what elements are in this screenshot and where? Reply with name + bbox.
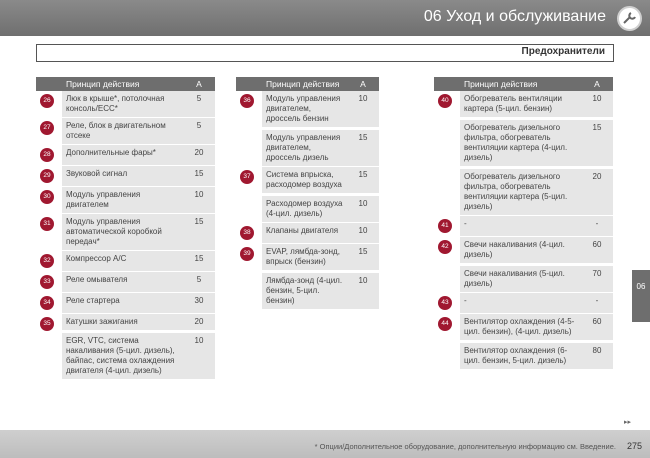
fuse-number-badge: 33 [40,275,54,289]
table-row [36,331,215,380]
fuse-number-cell [236,244,262,310]
fuse-function: Лямбда-зонд (4-цил. бензин, 5-цил. бензин) [262,271,347,310]
fuse-amperage: 10 [347,271,379,310]
fuse-amperage: 10 [347,223,379,244]
fuse-amperage: 10 [347,194,379,223]
table-row [434,91,613,118]
next-page-arrows[interactable]: ▸▸ [624,419,632,426]
table-row [434,237,613,264]
fuse-function: - [460,216,581,237]
table-row [236,91,379,128]
fuse-number-badge: 39 [240,247,254,261]
fuse-number-cell [434,293,460,314]
fuse-amperage: - [581,216,613,237]
footnote: * Опции/Дополнительное оборудование, дополнительную информацию см. Введение. [314,442,616,451]
fuse-function: Вентилятор охлаждения (4-5-цил. бензин), (4-цил. дизель) [460,314,581,341]
fuse-amperage: 5 [183,91,215,118]
fuse-number-cell [36,272,62,293]
fuse-number-badge: 32 [40,254,54,268]
fuse-function: Реле, блок в двигательном отсеке [62,118,183,145]
table-row [434,264,613,293]
fuse-amperage: 60 [581,237,613,264]
fuse-number-cell [236,91,262,167]
fuse-amperage: 10 [581,91,613,118]
fuse-function: Компрессор A/C [62,251,183,272]
fuse-function: Люк в крыше*, потолочная консоль/ECC* [62,91,183,118]
fuse-number-badge: 43 [438,296,452,310]
chapter-title: 06 Уход и обслуживание [423,8,606,25]
fuse-number-cell [236,167,262,223]
fuse-amperage: 15 [581,118,613,167]
fuse-function: Обогреватель вентиляции картера (5-цил. бензин) [460,91,581,118]
fuse-amperage: 80 [581,341,613,370]
table-row [36,251,215,272]
header-num [236,77,262,91]
fuse-function: Модуль управления автоматической коробкой передач* [62,214,183,251]
table-row [434,167,613,216]
fuse-number-badge: 42 [438,240,452,254]
fuse-number-badge: 29 [40,169,54,183]
fuse-number-cell [36,214,62,251]
fuse-amperage: 10 [183,331,215,380]
fuse-function: Реле стартера [62,293,183,314]
fuse-table-3 [434,77,613,370]
fuse-amperage: 5 [183,118,215,145]
fuse-table [36,77,215,380]
fuse-amperage: 10 [347,91,379,128]
fuse-amperage: 60 [581,314,613,341]
fuse-number-cell [36,91,62,118]
fuse-number-badge: 31 [40,217,54,231]
fuse-number-cell [434,237,460,293]
fuse-function: Обогреватель дизельного фильтра, обогреватель вентиляции картера (5-цил. дизель) [460,167,581,216]
fuse-function: Обогреватель дизельного фильтра, обогреватель вентиляции картера (4-цил. дизель) [460,118,581,167]
fuse-number-cell [36,187,62,214]
fuse-table [434,77,613,370]
header-amp: A [347,77,379,91]
fuse-number-badge: 38 [240,226,254,240]
table-row [36,314,215,331]
fuse-number-badge: 30 [40,190,54,204]
fuse-number-cell [36,145,62,166]
fuse-function: Звуковой сигнал [62,166,183,187]
header-name: Принцип действия [262,77,347,91]
fuse-number-cell [434,314,460,370]
page-footer [0,430,650,458]
fuse-number-badge: 28 [40,148,54,162]
fuse-table-1 [36,77,215,380]
fuse-function: Дополнительные фары* [62,145,183,166]
fuse-number-badge: 36 [240,94,254,108]
fuse-function: Катушки зажигания [62,314,183,331]
table-row [236,167,379,194]
fuse-function: Модуль управления двигателем, дроссель дизель [262,128,347,167]
table-row [36,91,215,118]
fuse-amperage: 5 [183,272,215,293]
fuse-number-cell [36,118,62,145]
fuse-number-cell [36,314,62,380]
fuse-number-badge: 27 [40,121,54,135]
fuse-function: EVAP, лямбда-зонд, впрыск (бензин) [262,244,347,271]
fuse-amperage: 15 [183,214,215,251]
fuse-function: Вентилятор охлаждения (6-цил. бензин, 5-цил. дизель) [460,341,581,370]
fuse-amperage: 30 [183,293,215,314]
table-row [36,145,215,166]
header-name: Принцип действия [62,77,183,91]
fuse-function: Свечи накаливания (5-цил. дизель) [460,264,581,293]
fuse-function: Модуль управления двигателем [62,187,183,214]
table-row [236,223,379,244]
fuse-amperage: 20 [183,314,215,331]
header-amp: A [183,77,215,91]
table-row [36,166,215,187]
fuse-function: Клапаны двигателя [262,223,347,244]
table-row [36,272,215,293]
fuse-amperage: 20 [183,145,215,166]
table-row [434,314,613,341]
fuse-function: - [460,293,581,314]
fuse-amperage: - [581,293,613,314]
table-row [36,118,215,145]
fuse-table [236,77,379,310]
fuse-function: Модуль управления двигателем, дроссель бензин [262,91,347,128]
header-amp: A [581,77,613,91]
section-title: Предохранители [521,46,605,57]
fuse-number-badge: 37 [240,170,254,184]
header-num [36,77,62,91]
fuse-number-cell [434,91,460,216]
fuse-number-badge: 34 [40,296,54,310]
table-row [36,214,215,251]
page-number: 275 [626,441,642,451]
table-row [236,244,379,271]
table-row [36,293,215,314]
fuse-number-badge: 40 [438,94,452,108]
table-row [434,293,613,314]
fuse-number-badge: 26 [40,94,54,108]
fuse-number-badge: 41 [438,219,452,233]
header-name: Принцип действия [460,77,581,91]
fuse-table-2 [236,77,379,310]
fuse-number-cell [36,166,62,187]
fuse-amperage: 20 [581,167,613,216]
page-header [0,0,650,36]
fuse-number-cell [36,251,62,272]
fuse-number-badge: 44 [438,317,452,331]
fuse-number-cell [434,216,460,237]
fuse-function: Расходомер воздуха (4-цил. дизель) [262,194,347,223]
fuse-function: EGR, VTC, система накаливания (5-цил. дизель), байпас, система охлаждения двигателя (4-цил. дизель) [62,331,183,380]
header-num [434,77,460,91]
fuse-number-badge: 35 [40,317,54,331]
fuse-number-cell [236,223,262,244]
fuse-amperage: 15 [347,244,379,271]
table-row [434,216,613,237]
fuse-function: Система впрыска, расходомер воздуха [262,167,347,194]
table-row [434,118,613,167]
fuse-number-cell [36,293,62,314]
fuse-amperage: 15 [183,251,215,272]
fuse-amperage: 15 [347,128,379,167]
chapter-tab[interactable]: 06 [632,270,650,322]
fuse-function: Реле омывателя [62,272,183,293]
fuse-amperage: 10 [183,187,215,214]
fuse-amperage: 15 [347,167,379,194]
wrench-icon [617,6,642,31]
table-row [434,341,613,370]
section-bar [36,44,614,62]
fuse-amperage: 15 [183,166,215,187]
table-row [36,187,215,214]
fuse-amperage: 70 [581,264,613,293]
fuse-function: Свечи накаливания (4-цил. дизель) [460,237,581,264]
